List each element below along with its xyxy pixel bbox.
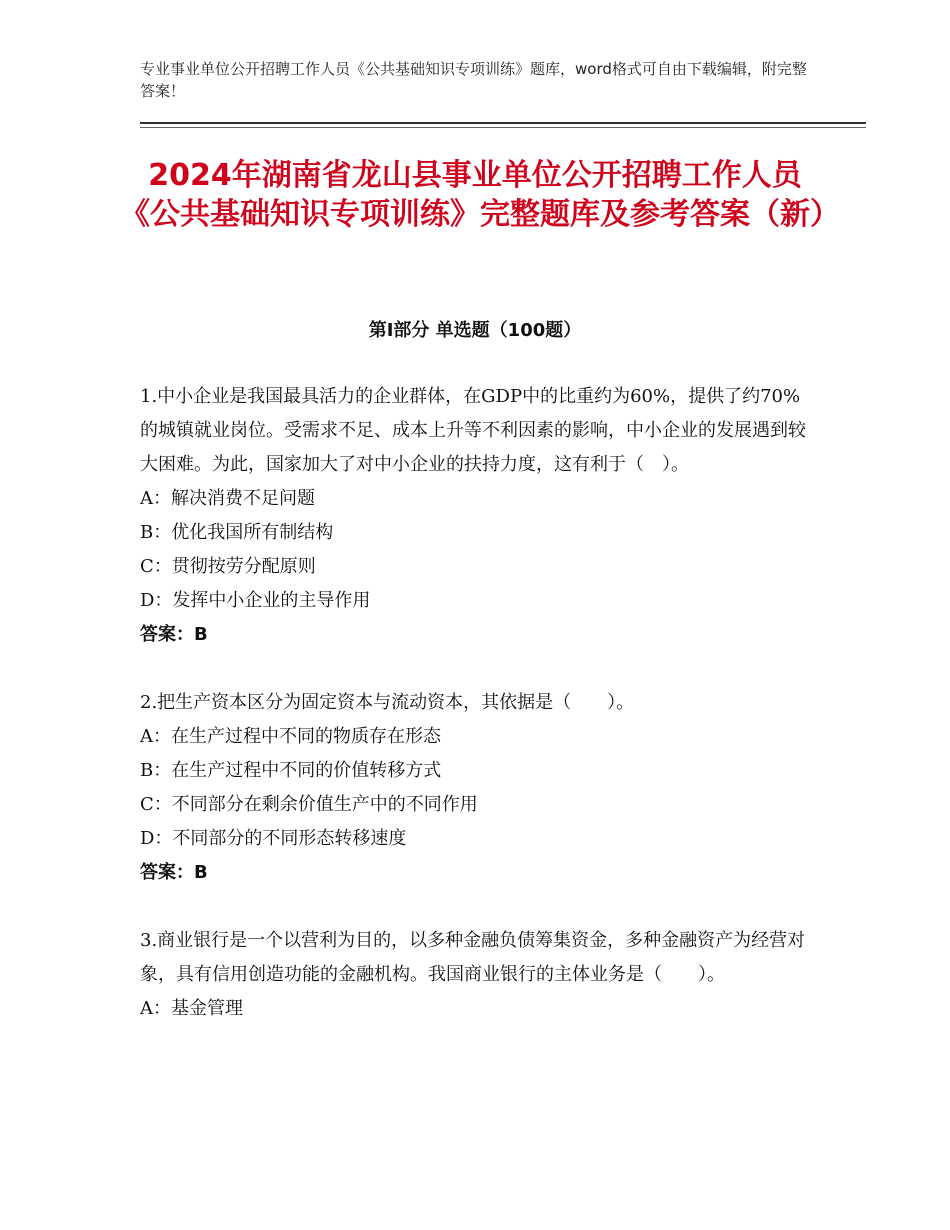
question-1 xyxy=(140,380,810,652)
option-c: C：不同部分在剩余价值生产中的不同作用 xyxy=(140,794,478,815)
answer: 答案：B xyxy=(140,862,208,883)
section-title: 第Ⅰ部分 单选题（100题） xyxy=(368,320,582,341)
answer: 答案：B xyxy=(140,624,208,645)
question-list xyxy=(140,380,810,1026)
header-note: 专业事业单位公开招聘工作人员《公共基础知识专项训练》题库，word格式可自由下载编辑，附完整答案！ xyxy=(140,60,807,100)
question-2 xyxy=(140,686,810,890)
option-d: D：不同部分的不同形态转移速度 xyxy=(140,828,407,849)
option-a: A：基金管理 xyxy=(140,998,243,1019)
question-stem: 3.商业银行是一个以营利为目的，以多种金融负债筹集资金，多种金融资产为经营对象，具有信用创造功能的金融机构。我国商业银行的主体业务是（ ）。 xyxy=(140,930,806,985)
question-stem: 2.把生产资本区分为固定资本与流动资本，其依据是（ ）。 xyxy=(140,692,635,713)
option-a: A：解决消费不足问题 xyxy=(140,488,315,509)
option-b: B：在生产过程中不同的价值转移方式 xyxy=(140,760,442,781)
question-spacer xyxy=(140,652,810,686)
header-rule-thin xyxy=(140,127,866,128)
option-c: C：贯彻按劳分配原则 xyxy=(140,556,316,577)
option-d: D：发挥中小企业的主导作用 xyxy=(140,590,371,611)
question-stem: 1.中小企业是我国最具活力的企业群体，在GDP中的比重约为60%，提供了约70%的城镇就业岗位。受需求不足、成本上升等不利因素的影响，中小企业的发展遇到较大困难。为此，国家加大了对中小企业的扶持力度，这有利于（ ）。 xyxy=(140,386,806,475)
question-3 xyxy=(140,924,810,1026)
header-rule-thick xyxy=(140,122,866,124)
option-a: A：在生产过程中不同的物质存在形态 xyxy=(140,726,441,747)
option-b: B：优化我国所有制结构 xyxy=(140,522,334,543)
document-title: 2024年湖南省龙山县事业单位公开招聘工作人员《公共基础知识专项训练》完整题库及参考答案（新） xyxy=(120,158,840,232)
question-spacer xyxy=(140,890,810,924)
